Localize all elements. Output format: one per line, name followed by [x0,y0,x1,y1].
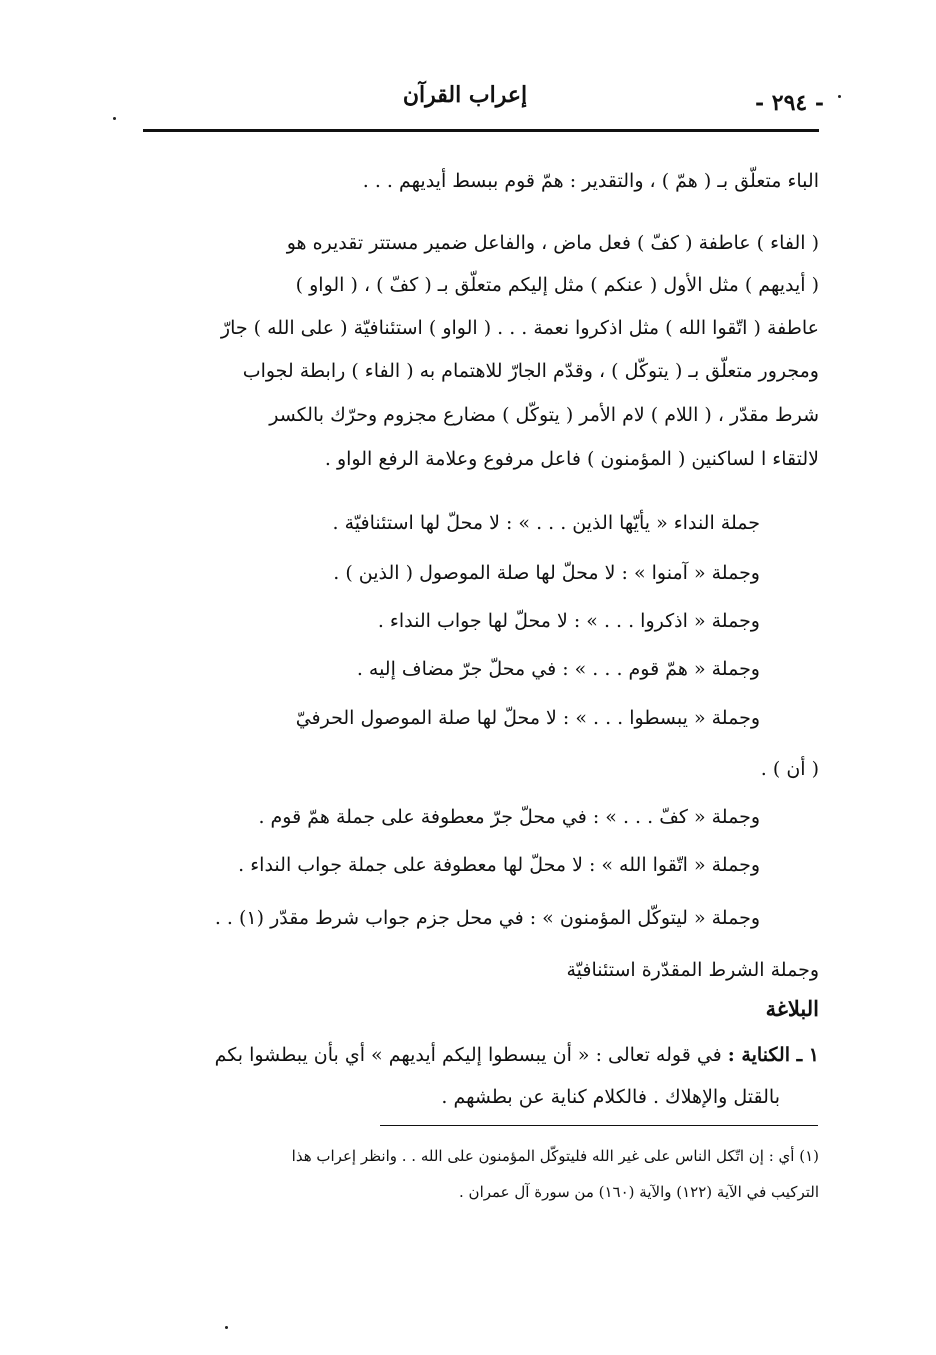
footnote-rule [380,1125,818,1126]
sentence-analysis-line: جملة النداء « يأيّها الذين . . . » : لا محلّ لها استئنافيّة . [332,512,760,534]
scan-speck [113,117,116,120]
sentence-analysis-line: وجملة « ليتوكّل المؤمنون » : في محل جزم جواب شرط مقدّر (١) . . [214,907,760,929]
footnote-line: (١) أي : إن اتّكل الناس على غير الله فليتوكّل المؤمنون على الله . . وانظر إعراب هذا [291,1147,819,1165]
paragraph-line: ( الفاء ) عاطفة ( كفّ ) فعل ماض ، والفاعل ضمير مستتر تقديره هو [286,232,819,254]
sentence-analysis-line: وجملة « اذكروا . . . » : لا محلّ لها جواب النداء . [377,610,760,632]
scan-speck [838,95,841,98]
sentence-analysis-line: وجملة « اتّقوا الله » : لا محلّ لها معطوفة على جملة جواب النداء . [238,854,760,876]
scan-speck [225,1326,228,1329]
rhetoric-item [215,1040,819,1070]
paragraph-line: عاطفة ( اتّقوا الله ) مثل اذكروا نعمة . . . ( الواو ) استئنافيّة ( على الله ) جارّ [220,317,819,339]
paragraph-line: ( أيديهم ) مثل الأول ( عنكم ) مثل إليكم متعلّق بـ ( كفّ ) ، ( الواو ) [295,274,819,296]
sentence-analysis-line: وجملة « همّ قوم . . . » : في محلّ جرّ مضاف إليه . [356,658,760,680]
sentence-analysis-line: وجملة « يبسطوا . . . » : لا محلّ لها صلة الموصول الحرفيّ [295,707,760,729]
sentence-analysis-line: وجملة « آمنوا » : لا محلّ لها صلة الموصول ( الذين ) . [333,562,760,584]
running-header-title: إعراب القرآن [402,82,528,108]
paragraph-line: الباء متعلّق بـ ( همّ ) ، والتقدير : همّ قوم ببسط أيديهم . . . [362,170,819,192]
sentence-analysis-line: ( أن ) . [760,758,819,780]
sentence-analysis-line: وجملة « كفّ . . . » : في محلّ جرّ معطوفة على جملة همّ قوم . [258,806,760,828]
rhetoric-label: ١ ـ الكناية : [727,1044,819,1066]
footnote-line: التركيب في الآية (١٢٢) والآية (١٦٠) من سورة آل عمران . [459,1183,819,1201]
rhetoric-heading: البلاغة [765,996,819,1021]
page-number: - ٢٩٤ - [754,90,824,116]
paragraph-line: لالتقاء ا لساكنين ( المؤمنون ) فاعل مرفوع وعلامة الرفع الواو . [324,448,819,470]
paragraph-line: ومجرور متعلّق بـ ( يتوكّل ) ، وقدّم الجارّ للاهتمام به ( الفاء ) رابطة لجواب [242,360,819,382]
paragraph-line: شرط مقدّر ، ( اللام ) لام الأمر ( يتوكّل ) مضارع مجزوم وحرّك بالكسر [269,404,819,426]
header-rule [143,129,819,132]
rhetoric-text-continued: بالقتل والإهلاك . فالكلام كناية عن بطشهم . [441,1086,780,1108]
rhetoric-text: في قوله تعالى : « أن يبسطوا إليكم أيديهم » أي بأن يبطشوا بكم [214,1044,722,1066]
sentence-analysis-line: وجملة الشرط المقدّرة استئنافيّة [566,959,819,981]
